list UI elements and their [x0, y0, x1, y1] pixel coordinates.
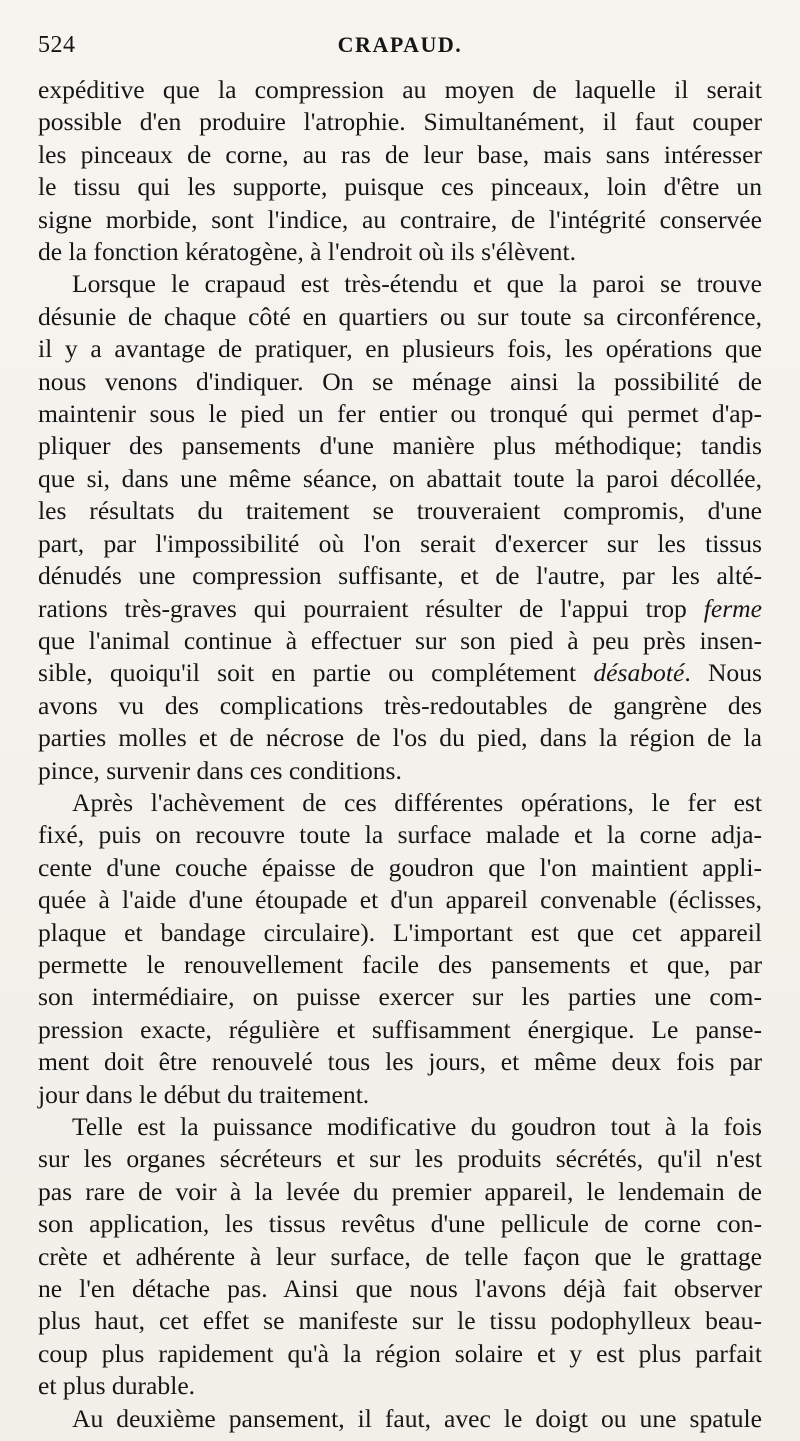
text-line: jour dans le début du traitement. [38, 1079, 370, 1109]
page-number: 524 [38, 32, 76, 58]
text-line: sur les organes sécréteurs et sur les produits sécrétés, qu'il n'est [38, 1144, 762, 1174]
text-line: rations très-graves qui pourraient résulter de l'appui trop ferme [38, 593, 762, 623]
text-line: que l'animal continue à effectuer sur son pied à peu près insen- [38, 625, 762, 655]
text-line: maintenir sous le pied un fer entier ou tronqué qui permet d'ap- [38, 399, 762, 429]
text-line: Au deuxième pansement, il faut, avec le doigt ou une spatule [72, 1403, 762, 1433]
text-line: son intermédiaire, on puisse exercer sur les parties une com- [38, 982, 762, 1012]
text-line: part, par l'impossibilité où l'on serait d'exercer sur les tissus [38, 528, 762, 558]
text-line: et plus durable. [38, 1371, 196, 1401]
running-head [38, 0, 762, 74]
paragraph [38, 268, 762, 787]
text-line: pince, survenir dans ces conditions. [38, 755, 402, 785]
text-line: quée à l'aide d'une étoupade et d'un appareil convenable (éclisses, [38, 885, 762, 915]
text-line: parties molles et de nécrose de l'os du pied, dans la région de la [38, 723, 762, 753]
text-line: possible d'en produire l'atrophie. Simultanément, il faut couper [38, 107, 762, 137]
text-line: coup plus rapidement qu'à la région solaire et y est plus parfait [38, 1338, 762, 1368]
paragraph [38, 787, 762, 1111]
body-text [38, 74, 762, 1435]
text-line: de la fonction kératogène, à l'endroit où ils s'élèvent. [38, 237, 576, 267]
text-line: pliquer des pansements d'une manière plus méthodique; tandis [38, 431, 762, 461]
text-line: pression exacte, régulière et suffisamment énergique. Le panse- [38, 1014, 762, 1044]
text-line: plus haut, cet effet se manifeste sur le tissu podophylleux beau- [38, 1306, 762, 1336]
text-line: nous venons d'indiquer. On se ménage ainsi la possibilité de [38, 366, 762, 396]
text-line: le tissu qui les supporte, puisque ces pinceaux, loin d'être un [38, 172, 762, 202]
text-line: signe morbide, sont l'indice, au contraire, de l'intégrité conservée [38, 204, 762, 234]
text-line: sible, quoiqu'il soit en partie ou complétement désaboté. Nous [38, 658, 762, 688]
text-line: avons vu des complications très-redoutables de gangrène des [38, 690, 762, 720]
text-line: ment doit être renouvelé tous les jours, et même deux fois par [38, 1047, 762, 1077]
paragraph [38, 1403, 762, 1435]
paragraph [38, 74, 762, 268]
text-line: ne l'en détache pas. Ainsi que nous l'avons déjà fait observer [38, 1274, 762, 1304]
paragraph [38, 1111, 762, 1403]
text-line: dénudés une compression suffisante, et de l'autre, par les alté- [38, 561, 762, 591]
text-line: cente d'une couche épaisse de goudron que l'on maintient appli- [38, 852, 762, 882]
text-line: son application, les tissus revêtus d'une pellicule de corne con- [38, 1209, 762, 1239]
text-line: Telle est la puissance modificative du goudron tout à la fois [72, 1112, 762, 1141]
text-line: plaque et bandage circulaire). L'important est que cet appareil [38, 917, 762, 947]
text-line: crète et adhérente à leur surface, de telle façon que le grattage [38, 1241, 762, 1271]
text-line: Lorsque le crapaud est très-étendu et que la paroi se trouve [72, 269, 762, 299]
text-line: les pinceaux de corne, au ras de leur base, mais sans intéresser [38, 139, 762, 169]
text-line: permette le renouvellement facile des pansements et que, par [38, 949, 762, 979]
text-line: que si, dans une même séance, on abattait toute la paroi décollée, [38, 463, 762, 493]
text-line: expéditive que la compression au moyen de laquelle il serait [38, 75, 762, 104]
running-title: CRAPAUD. [337, 32, 463, 57]
text-line: fixé, puis on recouvre toute la surface malade et la corne adja- [38, 820, 762, 850]
text-line: il y a avantage de pratiquer, en plusieurs fois, les opérations que [38, 334, 762, 364]
text-line: les résultats du traitement se trouveraient compromis, d'une [38, 496, 762, 526]
text-line: Après l'achèvement de ces différentes opérations, le fer est [72, 787, 762, 817]
text-line: pas rare de voir à la levée du premier appareil, le lendemain de [38, 1176, 762, 1206]
text-line: désunie de chaque côté en quartiers ou sur toute sa circonférence, [38, 301, 762, 331]
